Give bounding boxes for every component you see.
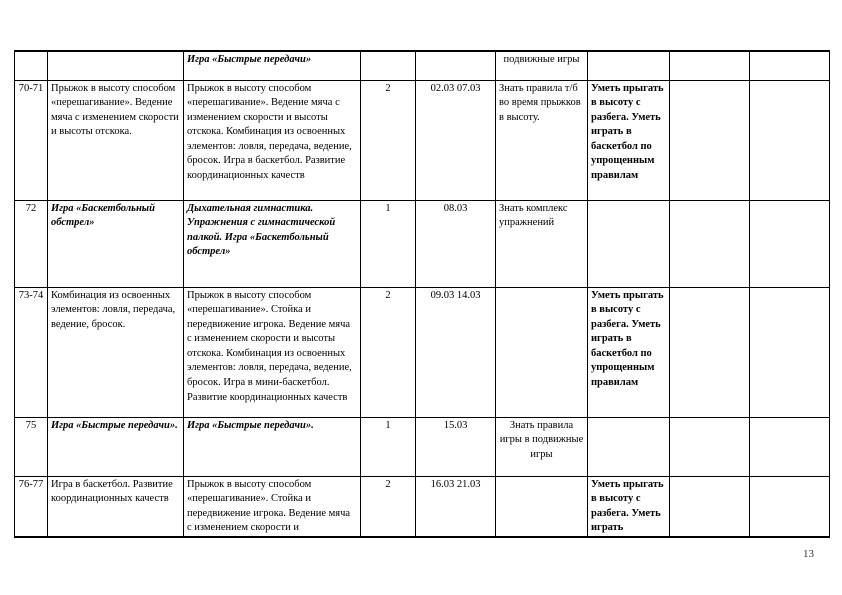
table-row: [15, 287, 830, 417]
lesson-topic: Прыжок в высоту способом «перешагивание». Ведение мяча с изменением скорости и высоты отскока.: [48, 80, 184, 200]
lesson-content: Игра «Быстрые передачи»: [184, 51, 361, 80]
empty-cell: [670, 476, 750, 537]
lesson-skills: Уметь прыгать в высоту с разбега. Уметь играть в баскетбол по упрощенным правилам: [588, 80, 670, 200]
lesson-number: 76-77: [15, 476, 48, 537]
lesson-hours: 2: [361, 287, 416, 417]
lesson-topic: Комбинация из освоенных элементов: ловля, передача, ведение, бросок.: [48, 287, 184, 417]
empty-cell: [750, 51, 830, 80]
empty-cell: [670, 200, 750, 287]
lesson-content: Прыжок в высоту способом «перешагивание». Стойка и передвижение игрока. Ведение мяча с изменением скорости и: [184, 476, 361, 537]
lesson-skills: Уметь прыгать в высоту с разбега. Уметь играть: [588, 476, 670, 537]
table-row: [15, 51, 830, 80]
lesson-skills: [588, 51, 670, 80]
lesson-content: Игра «Быстрые передачи».: [184, 417, 361, 476]
lesson-number: 72: [15, 200, 48, 287]
empty-cell: [750, 200, 830, 287]
lesson-skills: [588, 200, 670, 287]
lesson-knowledge: Знать правила т/б во время прыжков в высоту.: [496, 80, 588, 200]
page-number: 13: [803, 548, 814, 560]
lesson-topic: Игра «Быстрые передачи».: [48, 417, 184, 476]
table-row: [15, 417, 830, 476]
lesson-plan-table: [14, 50, 830, 538]
empty-cell: [670, 287, 750, 417]
lesson-number: [15, 51, 48, 80]
lesson-skills: Уметь прыгать в высоту с разбега. Уметь играть в баскетбол по упрощенным правилам: [588, 287, 670, 417]
lesson-number: 75: [15, 417, 48, 476]
table-row: [15, 200, 830, 287]
empty-cell: [670, 51, 750, 80]
lesson-knowledge: Знать правила игры в подвижные игры: [496, 417, 588, 476]
lesson-date: [416, 51, 496, 80]
empty-cell: [670, 80, 750, 200]
lesson-topic: Игра в баскетбол. Развитие координационных качеств: [48, 476, 184, 537]
empty-cell: [670, 417, 750, 476]
lesson-hours: [361, 51, 416, 80]
empty-cell: [750, 287, 830, 417]
lesson-content: Прыжок в высоту способом «перешагивание». Ведение мяча с изменением скорости и высоты отскока. Комбинация из освоенных элементов: ловля, передача, ведение, бросок. Игра в баскетбол. Развитие координационных качеств: [184, 80, 361, 200]
lesson-hours: 2: [361, 476, 416, 537]
table-row: [15, 476, 830, 537]
lesson-content: Дыхательная гимнастика. Упражнения с гимнастической палкой. Игра «Баскетбольный обстрел»: [184, 200, 361, 287]
lesson-topic: Игра «Баскетбольный обстрел»: [48, 200, 184, 287]
lesson-number: 70-71: [15, 80, 48, 200]
lesson-knowledge: Знать комплекс упражнений: [496, 200, 588, 287]
empty-cell: [750, 80, 830, 200]
lesson-number: 73-74: [15, 287, 48, 417]
lesson-date: 02.03 07.03: [416, 80, 496, 200]
lesson-content: Прыжок в высоту способом «перешагивание». Стойка и передвижение игрока. Ведение мяча с изменением скорости и высоты отскока. Комбинация из освоенных элементов: ловля, передача, ведение, бросок. Игра в мини-баскетбол. Развитие координационных качеств: [184, 287, 361, 417]
lesson-knowledge: [496, 476, 588, 537]
lesson-knowledge: подвижные игры: [496, 51, 588, 80]
table-row: [15, 80, 830, 200]
lesson-skills: [588, 417, 670, 476]
lesson-knowledge: [496, 287, 588, 417]
empty-cell: [750, 476, 830, 537]
lesson-hours: 1: [361, 417, 416, 476]
lesson-topic: [48, 51, 184, 80]
lesson-date: 08.03: [416, 200, 496, 287]
lesson-date: 15.03: [416, 417, 496, 476]
lesson-date: 09.03 14.03: [416, 287, 496, 417]
empty-cell: [750, 417, 830, 476]
lesson-hours: 1: [361, 200, 416, 287]
lesson-date: 16.03 21.03: [416, 476, 496, 537]
lesson-hours: 2: [361, 80, 416, 200]
